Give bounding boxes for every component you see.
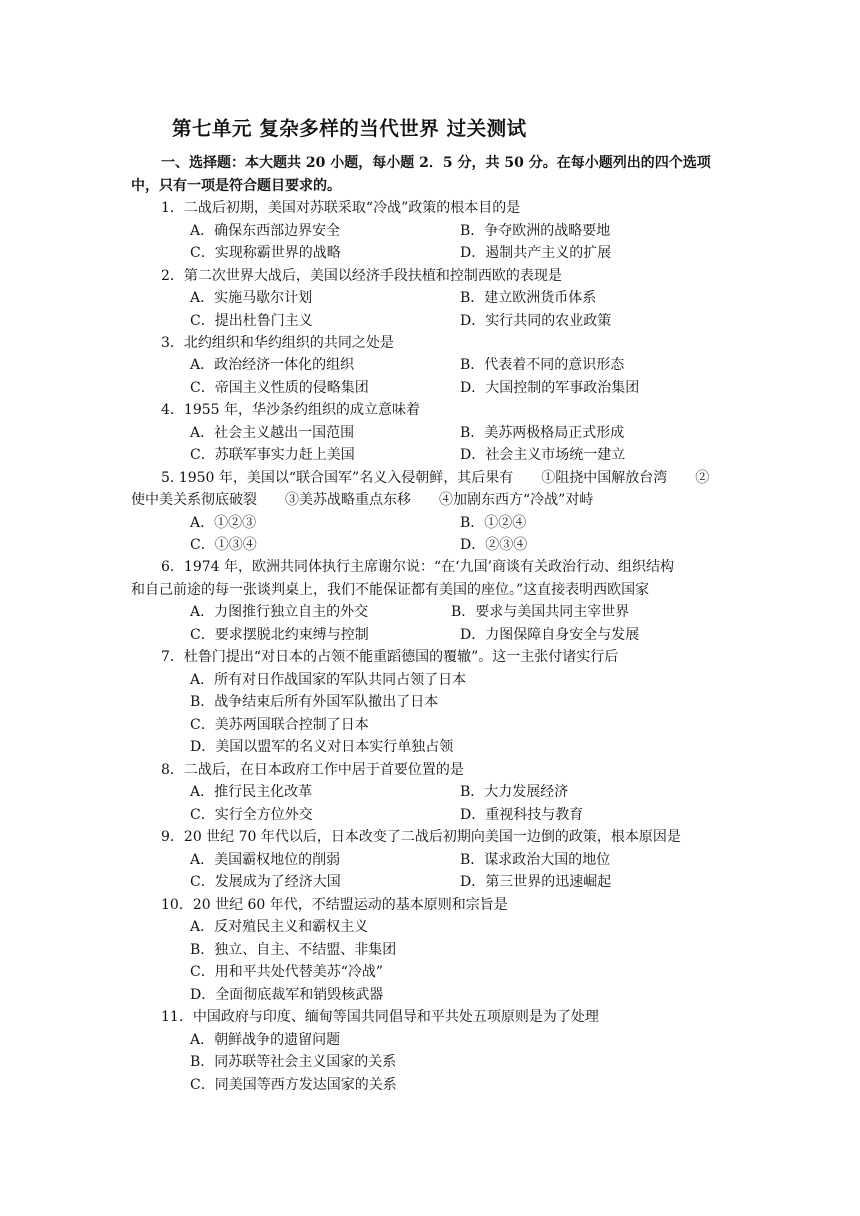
question-11-option-b: B．同苏联等社会主义国家的关系 [190, 1054, 397, 1070]
question-7-option-b: B．战争结束后所有外国军队撤出了日本 [190, 694, 439, 710]
page-title: 第七单元 复杂多样的当代世界 过关测试 [172, 117, 527, 140]
question-6-option-d: D．力图保障自身安全与发展 [460, 627, 640, 643]
question-4-option-d: D．社会主义市场统一建立 [460, 447, 626, 463]
question-2-option-b: B．建立欧洲货币体系 [460, 290, 597, 306]
question-7-stem: 7．杜鲁门提出“对日本的占领不能重蹈德国的覆辙”。这一主张付诸实行后 [161, 649, 619, 665]
question-9-option-a: A．美国霸权地位的削弱 [190, 852, 341, 868]
question-1-option-d: D．遏制共产主义的扩展 [460, 245, 612, 261]
question-1-option-b: B．争夺欧洲的战略要地 [460, 223, 611, 239]
question-8-stem: 8．二战后，在日本政府工作中居于首要位置的是 [161, 762, 464, 778]
question-9-option-d: D．第三世界的迅速崛起 [460, 874, 612, 890]
question-7-option-a: A．所有对日作战国家的军队共同占领了日本 [190, 672, 467, 688]
question-11-option-c: C．同美国等西方发达国家的关系 [190, 1077, 397, 1093]
question-8-option-d: D．重视科技与教育 [460, 807, 584, 823]
question-6-stem-cont: 和自己前途的每一张谈判桌上，我们不能保证都有美国的座位。”这直接表明西欧国家 [131, 582, 650, 598]
question-7-option-d: D．美国以盟军的名义对日本实行单独占领 [190, 739, 454, 755]
question-3-option-b: B．代表着不同的意识形态 [460, 357, 625, 373]
question-3-stem: 3．北约组织和华约组织的共同之处是 [161, 335, 394, 351]
question-5-option-d: D．②③④ [460, 537, 528, 553]
question-10-stem: 10．20 世纪 60 年代，不结盟运动的基本原则和宗旨是 [161, 897, 508, 913]
question-2-stem: 2．第二次世界大战后，美国以经济手段扶植和控制西欧的表现是 [161, 268, 562, 284]
question-6-stem: 6．1974 年，欧洲共同体执行主席谢尔说：“在‘九国’商谈有关政治行动、组织结构 [161, 559, 675, 575]
question-5-option-a: A．①②③ [190, 515, 257, 531]
question-4-option-c: C．苏联军事实力赶上美国 [190, 447, 355, 463]
question-8-option-c: C．实行全方位外交 [190, 807, 313, 823]
question-5-stem-cont: 使中美关系彻底破裂 ③美苏战略重点东移 ④加剧东西方“冷战”对峙 [131, 492, 594, 508]
question-6-option-c: C．要求摆脱北约束缚与控制 [190, 627, 369, 643]
question-3-option-c: C．帝国主义性质的侵略集团 [190, 380, 369, 396]
question-5-option-b: B．①②④ [460, 515, 527, 531]
question-8-option-b: B．大力发展经济 [460, 784, 569, 800]
question-9-option-b: B．谋求政治大国的地位 [460, 852, 611, 868]
question-6-option-a: A．力图推行独立自主的外交 [190, 604, 369, 620]
question-10-option-a: A．反对殖民主义和霸权主义 [190, 919, 369, 935]
question-7-option-c: C．美苏两国联合控制了日本 [190, 717, 369, 733]
question-4-option-b: B．美苏两极格局正式形成 [460, 425, 625, 441]
question-3-option-a: A．政治经济一体化的组织 [190, 357, 355, 373]
question-2-option-d: D．实行共同的农业政策 [460, 313, 612, 329]
question-5-stem: 5. 1950 年，美国以“联合国军”名义入侵朝鲜，其后果有 ①阻挠中国解放台湾 ② [161, 470, 710, 486]
question-1-option-a: A．确保东西部边界安全 [190, 223, 341, 239]
question-6-option-b: B．要求与美国共同主宰世界 [451, 604, 630, 620]
question-2-option-a: A．实施马歇尔计划 [190, 290, 313, 306]
section-instructions: 一、选择题：本大题共 20 小题，每小题 2．5 分，共 50 分。在每小题列出的四个选项 [161, 155, 711, 171]
question-9-option-c: C．发展成为了经济大国 [190, 874, 341, 890]
question-1-stem: 1．二战后初期，美国对苏联采取“冷战”政策的根本目的是 [161, 200, 521, 216]
question-8-option-a: A．推行民主化改革 [190, 784, 313, 800]
question-11-option-a: A．朝鲜战争的遗留问题 [190, 1032, 341, 1048]
question-2-option-c: C．提出杜鲁门主义 [190, 313, 313, 329]
question-3-option-d: D．大国控制的军事政治集团 [460, 380, 640, 396]
question-4-stem: 4．1955 年，华沙条约组织的成立意味着 [161, 402, 420, 418]
question-10-option-b: B．独立、自主、不结盟、非集团 [190, 942, 397, 958]
question-5-option-c: C．①③④ [190, 537, 257, 553]
question-10-option-d: D．全面彻底裁军和销毁核武器 [190, 987, 384, 1003]
question-4-option-a: A．社会主义越出一国范围 [190, 425, 355, 441]
question-10-option-c: C．用和平共处代替美苏“冷战” [190, 964, 384, 980]
section-instructions-cont: 中，只有一项是符合题目要求的。 [131, 178, 341, 194]
question-9-stem: 9．20 世纪 70 年代以后，日本改变了二战后初期向美国一边倒的政策，根本原因是 [161, 829, 681, 845]
question-1-option-c: C．实现称霸世界的战略 [190, 245, 341, 261]
question-11-stem: 11．中国政府与印度、缅甸等国共同倡导和平共处五项原则是为了处理 [161, 1009, 599, 1025]
